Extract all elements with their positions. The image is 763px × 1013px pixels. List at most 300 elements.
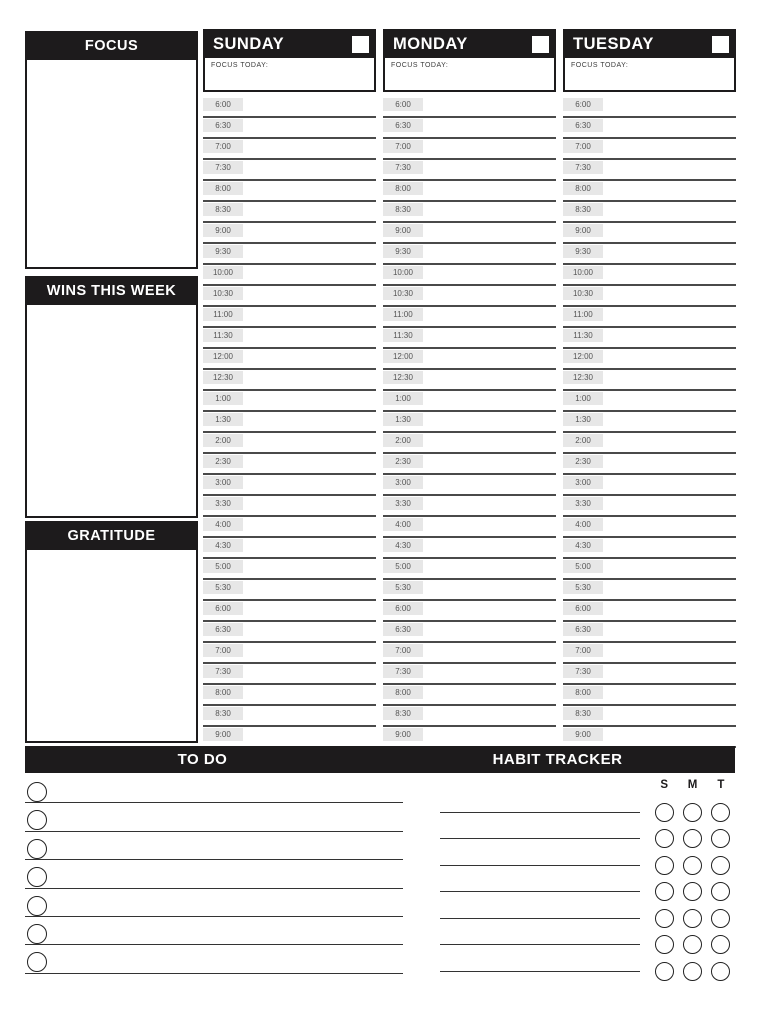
todo-entry-line[interactable] xyxy=(25,973,403,974)
habit-cell-s xyxy=(650,803,678,822)
habit-checkbox-s[interactable] xyxy=(655,909,674,928)
habit-cell-s xyxy=(650,856,678,875)
habit-row-3 xyxy=(440,879,735,906)
monday-time-slot-row-16[interactable] xyxy=(383,433,556,454)
focus-title: FOCUS xyxy=(84,38,139,54)
habit-cell-m xyxy=(678,803,706,822)
sunday-time-slot-row-14[interactable] xyxy=(203,391,376,412)
todo-checkbox-circle[interactable] xyxy=(27,810,47,830)
tuesday-time-slot-row-0[interactable] xyxy=(563,97,736,118)
tuesday-schedule xyxy=(563,97,736,748)
habit-day-header-t: T xyxy=(717,779,725,791)
time-slot-label: 3:30 xyxy=(203,497,243,510)
monday-time-slot-row-19[interactable] xyxy=(383,496,556,517)
time-slot-label: 7:00 xyxy=(563,140,603,153)
sunday-time-slot-row-5[interactable] xyxy=(203,202,376,223)
sunday-time-slot-row-17[interactable] xyxy=(203,454,376,475)
tuesday-time-slot-row-6[interactable] xyxy=(563,223,736,244)
habit-cell-s xyxy=(650,882,678,901)
tuesday-time-slot-row-20[interactable] xyxy=(563,517,736,538)
time-slot-label: 3:00 xyxy=(203,476,243,489)
time-slot-label: 6:30 xyxy=(563,119,603,132)
sunday-time-slot-row-7[interactable] xyxy=(203,244,376,265)
time-slot-label: 12:00 xyxy=(563,350,603,363)
sunday-time-slot-row-25[interactable] xyxy=(203,622,376,643)
time-slot-label: 8:00 xyxy=(383,182,423,195)
time-slot-label: 4:00 xyxy=(203,518,243,531)
tuesday-time-slot-row-11[interactable] xyxy=(563,328,736,349)
tuesday-focus-today-label: FOCUS TODAY: xyxy=(571,62,629,69)
monday-time-slot-row-28[interactable] xyxy=(383,685,556,706)
tuesday-time-slot-row-15[interactable] xyxy=(563,412,736,433)
todo-entry-line[interactable] xyxy=(25,859,403,860)
sidebar xyxy=(25,31,198,743)
habit-row-2 xyxy=(440,852,735,879)
time-slot-label: 12:30 xyxy=(563,371,603,384)
time-slot-label: 9:00 xyxy=(203,728,243,741)
habit-tracker xyxy=(440,779,735,985)
tuesday-time-slot-row-1[interactable] xyxy=(563,118,736,139)
todo-row-6 xyxy=(25,949,403,977)
sunday-time-slot-row-1[interactable] xyxy=(203,118,376,139)
time-slot-label: 8:30 xyxy=(203,203,243,216)
habit-cell-t xyxy=(707,882,735,901)
time-slot-label: 10:30 xyxy=(203,287,243,300)
day-column-sunday xyxy=(203,29,376,748)
time-slot-label: 6:00 xyxy=(203,602,243,615)
habit-checkbox-t[interactable] xyxy=(711,829,730,848)
habit-day-headers xyxy=(440,779,735,799)
time-slot-label: 6:30 xyxy=(383,119,423,132)
tuesday-time-slot-row-30[interactable] xyxy=(563,727,736,748)
monday-time-slot-row-12[interactable] xyxy=(383,349,556,370)
sunday-time-slot-row-26[interactable] xyxy=(203,643,376,664)
todo-row-2 xyxy=(25,836,403,864)
tuesday-time-slot-row-24[interactable] xyxy=(563,601,736,622)
todo-checkbox-circle[interactable] xyxy=(27,896,47,916)
tuesday-time-slot-row-16[interactable] xyxy=(563,433,736,454)
habit-row-4 xyxy=(440,905,735,932)
monday-checkbox[interactable] xyxy=(532,36,549,53)
sunday-time-slot-row-23[interactable] xyxy=(203,580,376,601)
tuesday-time-slot-row-2[interactable] xyxy=(563,139,736,160)
time-slot-label: 11:30 xyxy=(203,329,243,342)
sunday-focus-today-field[interactable] xyxy=(205,58,374,90)
habit-checkbox-s[interactable] xyxy=(655,803,674,822)
monday-time-slot-row-6[interactable] xyxy=(383,223,556,244)
sunday-time-slot-row-15[interactable] xyxy=(203,412,376,433)
time-slot-label: 9:00 xyxy=(383,224,423,237)
time-slot-label: 1:30 xyxy=(203,413,243,426)
tuesday-time-slot-row-25[interactable] xyxy=(563,622,736,643)
habit-checkbox-m[interactable] xyxy=(683,829,702,848)
habit-checkbox-t[interactable] xyxy=(711,909,730,928)
time-slot-label: 9:30 xyxy=(203,245,243,258)
time-slot-label: 8:30 xyxy=(383,707,423,720)
time-slot-label: 1:30 xyxy=(383,413,423,426)
wins-header xyxy=(27,278,196,305)
time-slot-label: 8:30 xyxy=(563,707,603,720)
gratitude-title: GRATITUDE xyxy=(67,528,156,544)
habit-checkbox-m[interactable] xyxy=(683,803,702,822)
time-slot-label: 7:30 xyxy=(383,161,423,174)
todo-row-3 xyxy=(25,864,403,892)
monday-time-slot-row-22[interactable] xyxy=(383,559,556,580)
bottom-section-bar xyxy=(25,746,735,773)
tuesday-time-slot-row-3[interactable] xyxy=(563,160,736,181)
sunday-titlebar xyxy=(205,31,374,58)
sunday-time-slot-row-6[interactable] xyxy=(203,223,376,244)
monday-time-slot-row-23[interactable] xyxy=(383,580,556,601)
monday-time-slot-row-13[interactable] xyxy=(383,370,556,391)
monday-time-slot-row-8[interactable] xyxy=(383,265,556,286)
monday-time-slot-row-20[interactable] xyxy=(383,517,556,538)
monday-time-slot-row-27[interactable] xyxy=(383,664,556,685)
time-slot-label: 4:00 xyxy=(563,518,603,531)
habit-name-line[interactable] xyxy=(440,838,640,839)
sunday-time-slot-row-3[interactable] xyxy=(203,160,376,181)
habit-checkbox-m[interactable] xyxy=(683,935,702,954)
time-slot-label: 4:30 xyxy=(203,539,243,552)
habit-checkbox-t[interactable] xyxy=(711,856,730,875)
monday-time-slot-row-10[interactable] xyxy=(383,307,556,328)
sunday-time-slot-row-20[interactable] xyxy=(203,517,376,538)
tuesday-time-slot-row-29[interactable] xyxy=(563,706,736,727)
habit-checkbox-m[interactable] xyxy=(683,882,702,901)
monday-time-slot-row-11[interactable] xyxy=(383,328,556,349)
time-slot-label: 7:00 xyxy=(203,644,243,657)
wins-section xyxy=(25,276,198,518)
time-slot-label: 3:30 xyxy=(563,497,603,510)
time-slot-label: 12:30 xyxy=(383,371,423,384)
monday-time-slot-row-4[interactable] xyxy=(383,181,556,202)
tuesday-time-slot-row-22[interactable] xyxy=(563,559,736,580)
monday-focus-today-field[interactable] xyxy=(385,58,554,90)
time-slot-label: 5:00 xyxy=(563,560,603,573)
time-slot-label: 9:00 xyxy=(203,224,243,237)
todo-row-0 xyxy=(25,779,403,807)
tuesday-time-slot-row-4[interactable] xyxy=(563,181,736,202)
tuesday-time-slot-row-14[interactable] xyxy=(563,391,736,412)
time-slot-label: 1:00 xyxy=(563,392,603,405)
gratitude-notes-area[interactable] xyxy=(27,550,196,741)
time-slot-label: 8:30 xyxy=(383,203,423,216)
time-slot-label: 3:00 xyxy=(383,476,423,489)
time-slot-label: 8:30 xyxy=(203,707,243,720)
tuesday-time-slot-row-23[interactable] xyxy=(563,580,736,601)
todo-row-4 xyxy=(25,893,403,921)
habit-cell-t xyxy=(707,856,735,875)
habit-cell-m xyxy=(678,962,706,981)
gratitude-header xyxy=(27,523,196,550)
time-slot-label: 10:00 xyxy=(383,266,423,279)
tuesday-time-slot-row-28[interactable] xyxy=(563,685,736,706)
habit-checkbox-s[interactable] xyxy=(655,829,674,848)
monday-time-slot-row-25[interactable] xyxy=(383,622,556,643)
tuesday-time-slot-row-10[interactable] xyxy=(563,307,736,328)
monday-time-slot-row-5[interactable] xyxy=(383,202,556,223)
habit-cell-s xyxy=(650,962,678,981)
time-slot-label: 12:00 xyxy=(383,350,423,363)
monday-schedule xyxy=(383,97,556,748)
sunday-time-slot-row-16[interactable] xyxy=(203,433,376,454)
time-slot-label: 6:30 xyxy=(383,623,423,636)
tuesday-time-slot-row-9[interactable] xyxy=(563,286,736,307)
time-slot-label: 4:00 xyxy=(383,518,423,531)
time-slot-label: 8:30 xyxy=(563,203,603,216)
time-slot-label: 6:00 xyxy=(563,98,603,111)
time-slot-label: 2:00 xyxy=(203,434,243,447)
monday-time-slot-row-21[interactable] xyxy=(383,538,556,559)
time-slot-label: 10:00 xyxy=(203,266,243,279)
time-slot-label: 6:00 xyxy=(563,602,603,615)
time-slot-label: 9:00 xyxy=(563,728,603,741)
sunday-time-slot-row-13[interactable] xyxy=(203,370,376,391)
sunday-time-slot-row-29[interactable] xyxy=(203,706,376,727)
habit-cell-m xyxy=(678,909,706,928)
habit-row-6 xyxy=(440,958,735,985)
habit-name-line[interactable] xyxy=(440,891,640,892)
focus-section xyxy=(25,31,198,269)
habit-name-line[interactable] xyxy=(440,865,640,866)
time-slot-label: 12:30 xyxy=(203,371,243,384)
time-slot-label: 6:30 xyxy=(203,623,243,636)
time-slot-label: 5:30 xyxy=(203,581,243,594)
time-slot-label: 2:30 xyxy=(203,455,243,468)
habit-name-line[interactable] xyxy=(440,971,640,972)
habit-cell-t xyxy=(707,962,735,981)
habit-checkbox-s[interactable] xyxy=(655,935,674,954)
monday-time-slot-row-29[interactable] xyxy=(383,706,556,727)
habit-cell-t xyxy=(707,909,735,928)
sunday-time-slot-row-10[interactable] xyxy=(203,307,376,328)
monday-time-slot-row-3[interactable] xyxy=(383,160,556,181)
time-slot-label: 3:30 xyxy=(383,497,423,510)
habit-cell-t xyxy=(707,829,735,848)
sunday-schedule xyxy=(203,97,376,748)
sunday-time-slot-row-2[interactable] xyxy=(203,139,376,160)
time-slot-label: 5:30 xyxy=(563,581,603,594)
wins-title: WINS THIS WEEK xyxy=(46,283,177,299)
time-slot-label: 5:00 xyxy=(383,560,423,573)
monday-time-slot-row-0[interactable] xyxy=(383,97,556,118)
time-slot-label: 7:00 xyxy=(383,140,423,153)
time-slot-label: 9:30 xyxy=(383,245,423,258)
sunday-time-slot-row-9[interactable] xyxy=(203,286,376,307)
tuesday-header-block xyxy=(563,29,736,92)
time-slot-label: 6:00 xyxy=(383,98,423,111)
time-slot-label: 8:00 xyxy=(563,686,603,699)
time-slot-label: 11:00 xyxy=(383,308,423,321)
sunday-checkbox[interactable] xyxy=(352,36,369,53)
time-slot-label: 2:00 xyxy=(383,434,423,447)
todo-checkbox-circle[interactable] xyxy=(27,952,47,972)
sunday-focus-today-label: FOCUS TODAY: xyxy=(211,62,269,69)
habit-checkbox-t[interactable] xyxy=(711,935,730,954)
time-slot-label: 8:00 xyxy=(383,686,423,699)
monday-header-block xyxy=(383,29,556,92)
time-slot-label: 9:00 xyxy=(383,728,423,741)
time-slot-label: 8:00 xyxy=(203,182,243,195)
sunday-time-slot-row-12[interactable] xyxy=(203,349,376,370)
habit-name-line[interactable] xyxy=(440,812,640,813)
habit-cell-t xyxy=(707,803,735,822)
todo-list xyxy=(25,779,403,978)
habit-checkbox-s[interactable] xyxy=(655,856,674,875)
tuesday-time-slot-row-12[interactable] xyxy=(563,349,736,370)
todo-checkbox-circle[interactable] xyxy=(27,782,47,802)
tuesday-time-slot-row-18[interactable] xyxy=(563,475,736,496)
todo-entry-line[interactable] xyxy=(25,888,403,889)
sunday-time-slot-row-30[interactable] xyxy=(203,727,376,748)
time-slot-label: 7:30 xyxy=(563,161,603,174)
monday-time-slot-row-18[interactable] xyxy=(383,475,556,496)
todo-row-5 xyxy=(25,921,403,949)
sunday-header-block xyxy=(203,29,376,92)
monday-time-slot-row-17[interactable] xyxy=(383,454,556,475)
time-slot-label: 11:00 xyxy=(203,308,243,321)
tuesday-time-slot-row-8[interactable] xyxy=(563,265,736,286)
tuesday-time-slot-row-5[interactable] xyxy=(563,202,736,223)
time-slot-label: 2:00 xyxy=(563,434,603,447)
time-slot-label: 1:00 xyxy=(203,392,243,405)
sunday-time-slot-row-0[interactable] xyxy=(203,97,376,118)
todo-entry-line[interactable] xyxy=(25,916,403,917)
sunday-title: SUNDAY xyxy=(213,35,285,53)
todo-entry-line[interactable] xyxy=(25,831,403,832)
todo-checkbox-circle[interactable] xyxy=(27,924,47,944)
sunday-time-slot-row-18[interactable] xyxy=(203,475,376,496)
sunday-time-slot-row-21[interactable] xyxy=(203,538,376,559)
time-slot-label: 10:00 xyxy=(563,266,603,279)
time-slot-label: 7:00 xyxy=(563,644,603,657)
sunday-time-slot-row-28[interactable] xyxy=(203,685,376,706)
habit-checkbox-m[interactable] xyxy=(683,909,702,928)
monday-time-slot-row-24[interactable] xyxy=(383,601,556,622)
todo-checkbox-circle[interactable] xyxy=(27,867,47,887)
habit-checkbox-t[interactable] xyxy=(711,803,730,822)
monday-time-slot-row-30[interactable] xyxy=(383,727,556,748)
tuesday-time-slot-row-19[interactable] xyxy=(563,496,736,517)
tuesday-time-slot-row-17[interactable] xyxy=(563,454,736,475)
habit-row-1 xyxy=(440,826,735,853)
monday-time-slot-row-7[interactable] xyxy=(383,244,556,265)
tuesday-time-slot-row-13[interactable] xyxy=(563,370,736,391)
habit-rows xyxy=(440,799,735,985)
time-slot-label: 9:00 xyxy=(563,224,603,237)
monday-title: MONDAY xyxy=(393,35,468,53)
habit-name-line[interactable] xyxy=(440,944,640,945)
habit-checkbox-t[interactable] xyxy=(711,962,730,981)
tuesday-time-slot-row-21[interactable] xyxy=(563,538,736,559)
habit-row-5 xyxy=(440,932,735,959)
habit-cell-s xyxy=(650,909,678,928)
time-slot-label: 8:00 xyxy=(563,182,603,195)
time-slot-label: 11:30 xyxy=(563,329,603,342)
tuesday-titlebar xyxy=(565,31,734,58)
time-slot-label: 7:30 xyxy=(383,665,423,678)
time-slot-label: 7:00 xyxy=(383,644,423,657)
time-slot-label: 11:30 xyxy=(383,329,423,342)
sunday-time-slot-row-19[interactable] xyxy=(203,496,376,517)
day-column-tuesday xyxy=(563,29,736,748)
focus-header xyxy=(27,33,196,60)
focus-notes-area[interactable] xyxy=(27,60,196,267)
habit-cell-t xyxy=(707,935,735,954)
habit-cell-m xyxy=(678,856,706,875)
sunday-time-slot-row-11[interactable] xyxy=(203,328,376,349)
time-slot-label: 4:30 xyxy=(383,539,423,552)
time-slot-label: 7:30 xyxy=(563,665,603,678)
time-slot-label: 6:30 xyxy=(563,623,603,636)
day-column-monday xyxy=(383,29,556,748)
time-slot-label: 1:00 xyxy=(383,392,423,405)
tuesday-time-slot-row-27[interactable] xyxy=(563,664,736,685)
monday-focus-today-label: FOCUS TODAY: xyxy=(391,62,449,69)
habit-checkbox-s[interactable] xyxy=(655,962,674,981)
time-slot-label: 7:30 xyxy=(203,161,243,174)
monday-time-slot-row-14[interactable] xyxy=(383,391,556,412)
habit-cell-m xyxy=(678,829,706,848)
habit-cell-m xyxy=(678,882,706,901)
tuesday-time-slot-row-7[interactable] xyxy=(563,244,736,265)
time-slot-label: 7:30 xyxy=(203,665,243,678)
habit-name-line[interactable] xyxy=(440,918,640,919)
todo-checkbox-circle[interactable] xyxy=(27,839,47,859)
time-slot-label: 8:00 xyxy=(203,686,243,699)
time-slot-label: 9:30 xyxy=(563,245,603,258)
habit-tracker-section-title: HABIT TRACKER xyxy=(492,751,623,768)
todo-entry-line[interactable] xyxy=(25,944,403,945)
monday-time-slot-row-9[interactable] xyxy=(383,286,556,307)
monday-time-slot-row-26[interactable] xyxy=(383,643,556,664)
monday-time-slot-row-1[interactable] xyxy=(383,118,556,139)
todo-entry-line[interactable] xyxy=(25,802,403,803)
habit-checkbox-m[interactable] xyxy=(683,856,702,875)
time-slot-label: 12:00 xyxy=(203,350,243,363)
time-slot-label: 6:30 xyxy=(203,119,243,132)
habit-checkbox-t[interactable] xyxy=(711,882,730,901)
habit-checkbox-s[interactable] xyxy=(655,882,674,901)
monday-time-slot-row-2[interactable] xyxy=(383,139,556,160)
wins-notes-area[interactable] xyxy=(27,305,196,516)
tuesday-time-slot-row-26[interactable] xyxy=(563,643,736,664)
habit-row-0 xyxy=(440,799,735,826)
time-slot-label: 5:00 xyxy=(203,560,243,573)
time-slot-label: 6:00 xyxy=(383,602,423,615)
habit-day-header-m: M xyxy=(687,779,698,791)
monday-time-slot-row-15[interactable] xyxy=(383,412,556,433)
time-slot-label: 4:30 xyxy=(563,539,603,552)
time-slot-label: 10:30 xyxy=(383,287,423,300)
sunday-time-slot-row-24[interactable] xyxy=(203,601,376,622)
sunday-time-slot-row-8[interactable] xyxy=(203,265,376,286)
habit-day-header-s: S xyxy=(660,779,669,791)
time-slot-label: 10:30 xyxy=(563,287,603,300)
monday-titlebar xyxy=(385,31,554,58)
time-slot-label: 11:00 xyxy=(563,308,603,321)
sunday-time-slot-row-22[interactable] xyxy=(203,559,376,580)
time-slot-label: 5:30 xyxy=(383,581,423,594)
habit-cell-m xyxy=(678,935,706,954)
sunday-time-slot-row-27[interactable] xyxy=(203,664,376,685)
time-slot-label: 2:30 xyxy=(383,455,423,468)
tuesday-checkbox[interactable] xyxy=(712,36,729,53)
gratitude-section xyxy=(25,521,198,743)
tuesday-focus-today-field[interactable] xyxy=(565,58,734,90)
habit-checkbox-m[interactable] xyxy=(683,962,702,981)
sunday-time-slot-row-4[interactable] xyxy=(203,181,376,202)
